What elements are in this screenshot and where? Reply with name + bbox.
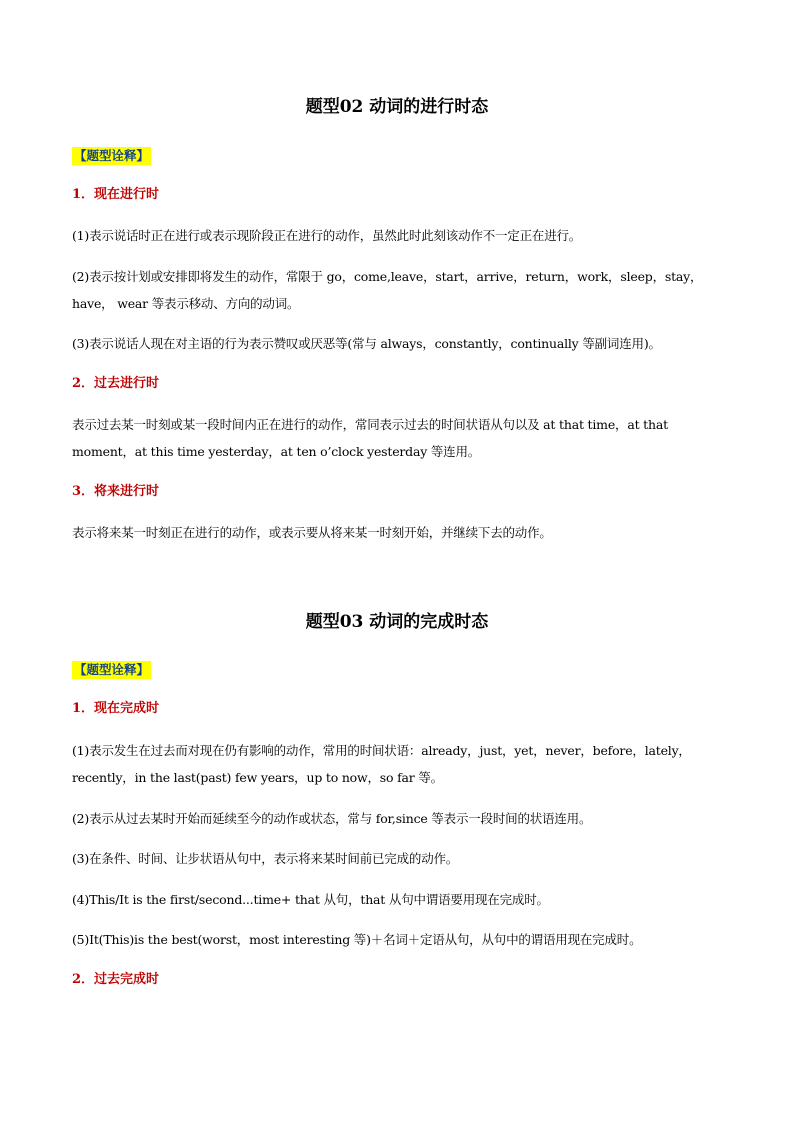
paragraph: (2)表示从过去某时开始而延续至今的动作或状态，常与 for,since 等表示一段时间的状语连用。 (72, 811, 592, 826)
subheading: 2．过去进行时 (72, 376, 160, 391)
paragraph: (3)在条件、时间、让步状语从句中，表示将来某时间前已完成的动作。 (72, 851, 459, 866)
subheading: 1．现在完成时 (72, 701, 160, 716)
subheading: 3．将来进行时 (72, 484, 160, 499)
paragraph: (2)表示按计划或安排即将发生的动作，常限于 go，come,leave，start，arrive，return，work，sleep，stay，have， wear 等表示移动、方向的动词。 (72, 269, 703, 311)
paragraph: 表示过去某一时刻或某一段时间内正在进行的动作，常同表示过去的时间状语从句以及 at that time，at that moment，at this time yesterday，at ten o’clock yesterday 等连用。 (72, 417, 668, 459)
section-title: 题型02 动词的进行时态 (305, 97, 489, 117)
paragraph: (5)It(This)is the best(worst，most interesting 等)＋名词＋定语从句，从句中的谓语用现在完成时。 (72, 932, 642, 947)
section-tag: 【题型诠释】 (74, 148, 150, 163)
subheading: 2．过去完成时 (72, 972, 160, 987)
paragraph: (1)表示说话时正在进行或表示现阶段正在进行的动作，虽然此时此刻该动作不一定正在进行。 (72, 228, 582, 243)
paragraph: (4)This/It is the first/second...time+ that 从句，that 从句中谓语要用现在完成时。 (72, 892, 549, 907)
paragraph: (3)表示说话人现在对主语的行为表示赞叹或厌恶等(常与 always，constantly，continually 等副词连用)。 (72, 336, 661, 351)
paragraph: (1)表示发生在过去而对现在仍有影响的动作，常用的时间状语：already，just，yet，never，before，lately，recently，in the last(past) few years，up to now，so far 等。 (72, 743, 691, 785)
section-title: 题型03 动词的完成时态 (305, 612, 489, 632)
subheading: 1．现在进行时 (72, 187, 160, 202)
paragraph: 表示将来某一时刻正在进行的动作，或表示要从将来某一时刻开始，并继续下去的动作。 (72, 525, 552, 540)
section-tag: 【题型诠释】 (74, 662, 150, 677)
